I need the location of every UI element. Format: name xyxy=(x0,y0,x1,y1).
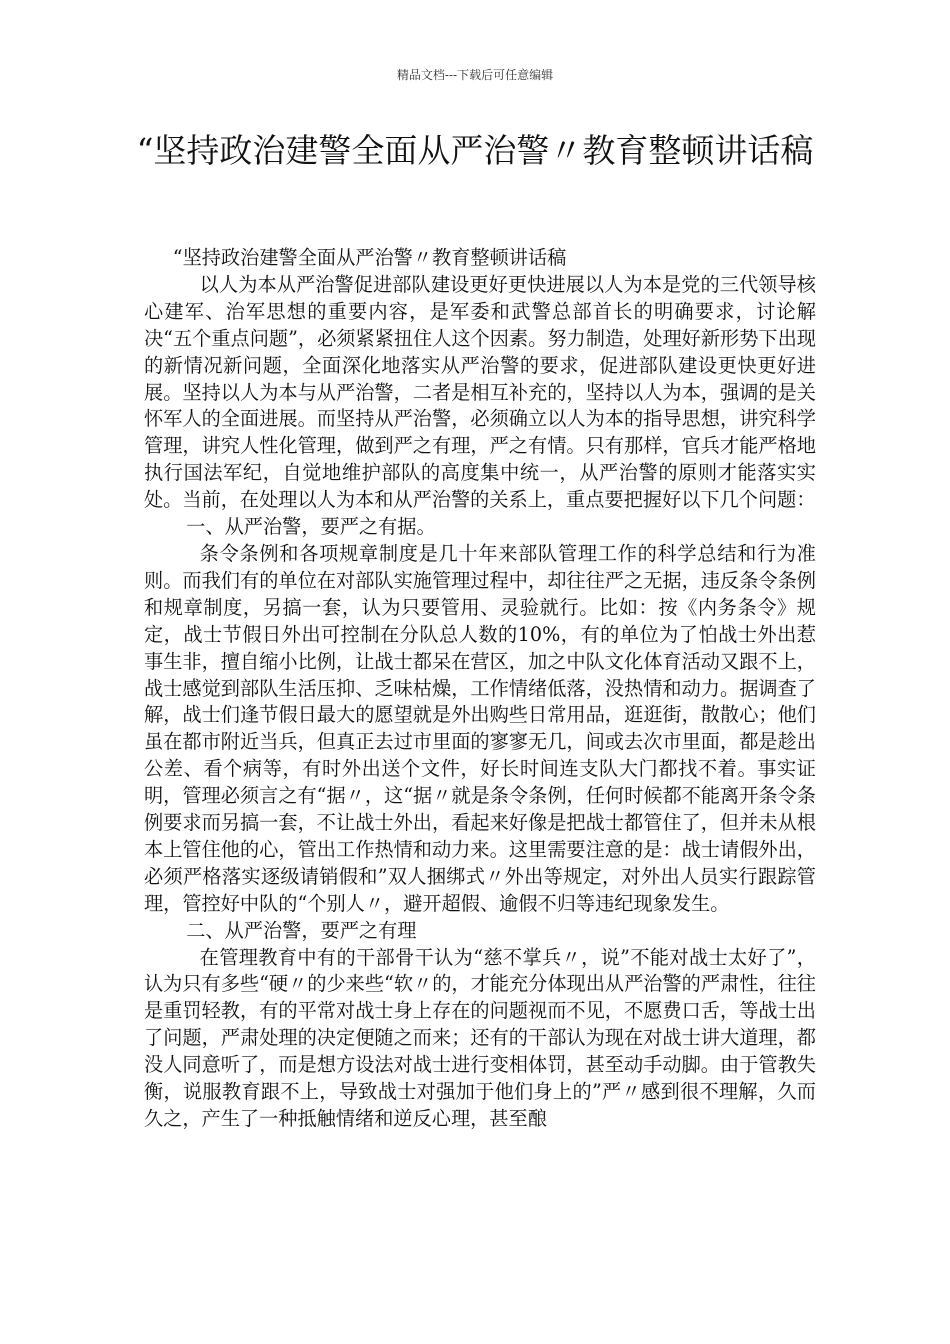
document-subtitle: “坚持政治建警全面从严治警〃教育整顿讲话稿 xyxy=(172,246,567,269)
section-heading-1: 一、从严治警，要严之有据。 xyxy=(186,515,436,539)
section-heading-2: 二、从严治警，要严之有理 xyxy=(186,918,417,942)
document-body xyxy=(144,245,816,1133)
paragraph-intro: 以人为本从严治警促进部队建设更好更快进展以人为本是党的三代领导核心建军、治军思想的重要内容，是军委和武警总部首长的明确要求，讨论解决“五个重点问题”，必须紧紧扭住人这个因素。努力制造，处理好新形势下出现的新情况新问题，全面深化地落实从严治警的要求，促进部队建设更快更好进展。坚持以人为本与从严治警，二者是相互补充的，坚持以人为本，强调的是关怀军人的全面进展。而坚持从严治警，必须确立以人为本的指导思想，讲究科学管理，讲究人性化管理，做到严之有理，严之有情。只有那样，官兵才能严格地执行国法军纪，自觉地维护部队的高度集中统一，从严治警的原则才能落实实处。当前，在处理以人为本和从严治警的关系上，重点要把握好以下几个问题： xyxy=(144,272,816,512)
paragraph-section-2: 在管理教育中有的干部骨干认为“慈不掌兵〃，说”不能对战士太好了”，认为只有多些“硬〃的少来些“软〃的，才能充分体现出从严治警的严肃性，往往是重罚轻教，有的平常对战士身上存在的问题视而不见，不愿费口舌，等战士出了问题，严肃处理的决定便随之而来；还有的干部认为现在对战士讲大道理，都没人同意听了，而是想方设法对战士进行变相体罚，甚至动手动脚。由于管教失衡，说服教育跟不上，导致战士对强加于他们身上的”严〃感到很不理解，久而久之，产生了一种抵触情绪和逆反心理，甚至酿 xyxy=(144,945,816,1130)
header-note: 精品文档---下载后可任意编辑 xyxy=(396,68,554,82)
document-title: “坚持政治建警全面从严治警〃教育整顿讲话稿 xyxy=(136,131,814,170)
paragraph-section-1: 条令条例和各项规章制度是几十年来部队管理工作的科学总结和行为准则。而我们有的单位在对部队实施管理过程中，却往往严之无据，违反条令条例和规章制度，另搞一套，认为只要管用、灵验就行。比如：按《内务条令》规定，战士节假日外出可控制在分队总人数的10%，有的单位为了怕战士外出惹事生非，擅自缩小比例，让战士都呆在营区，加之中队文化体育活动又跟不上，战士感觉到部队生活压抑、乏味枯燥，工作情绪低落，没热情和动力。据调查了解，战士们逢节假日最大的愿望就是外出购些日常用品，逛逛街，散散心；他们虽在都市附近当兵，但真正去过市里面的寥寥无几，间或去次市里面，都是趁出公差、看个病等，有时外出送个文件，好长时间连支队大门都找不着。事实证明，管理必须言之有“据〃，这“据〃就是条令条例，任何时候都不能离开条令条例要求而另搞一套，不让战士外出，看起来好像是把战士都管住了，但并未从根本上管住他的心，管出工作热情和动力来。这里需要注意的是：战士请假外出，必须严格落实逐级请销假和”双人捆绑式〃外出等规定，对外出人员实行跟踪管理，管控好中队的“个别人〃，避开超假、逾假不归等违纪现象发生。 xyxy=(144,541,816,915)
